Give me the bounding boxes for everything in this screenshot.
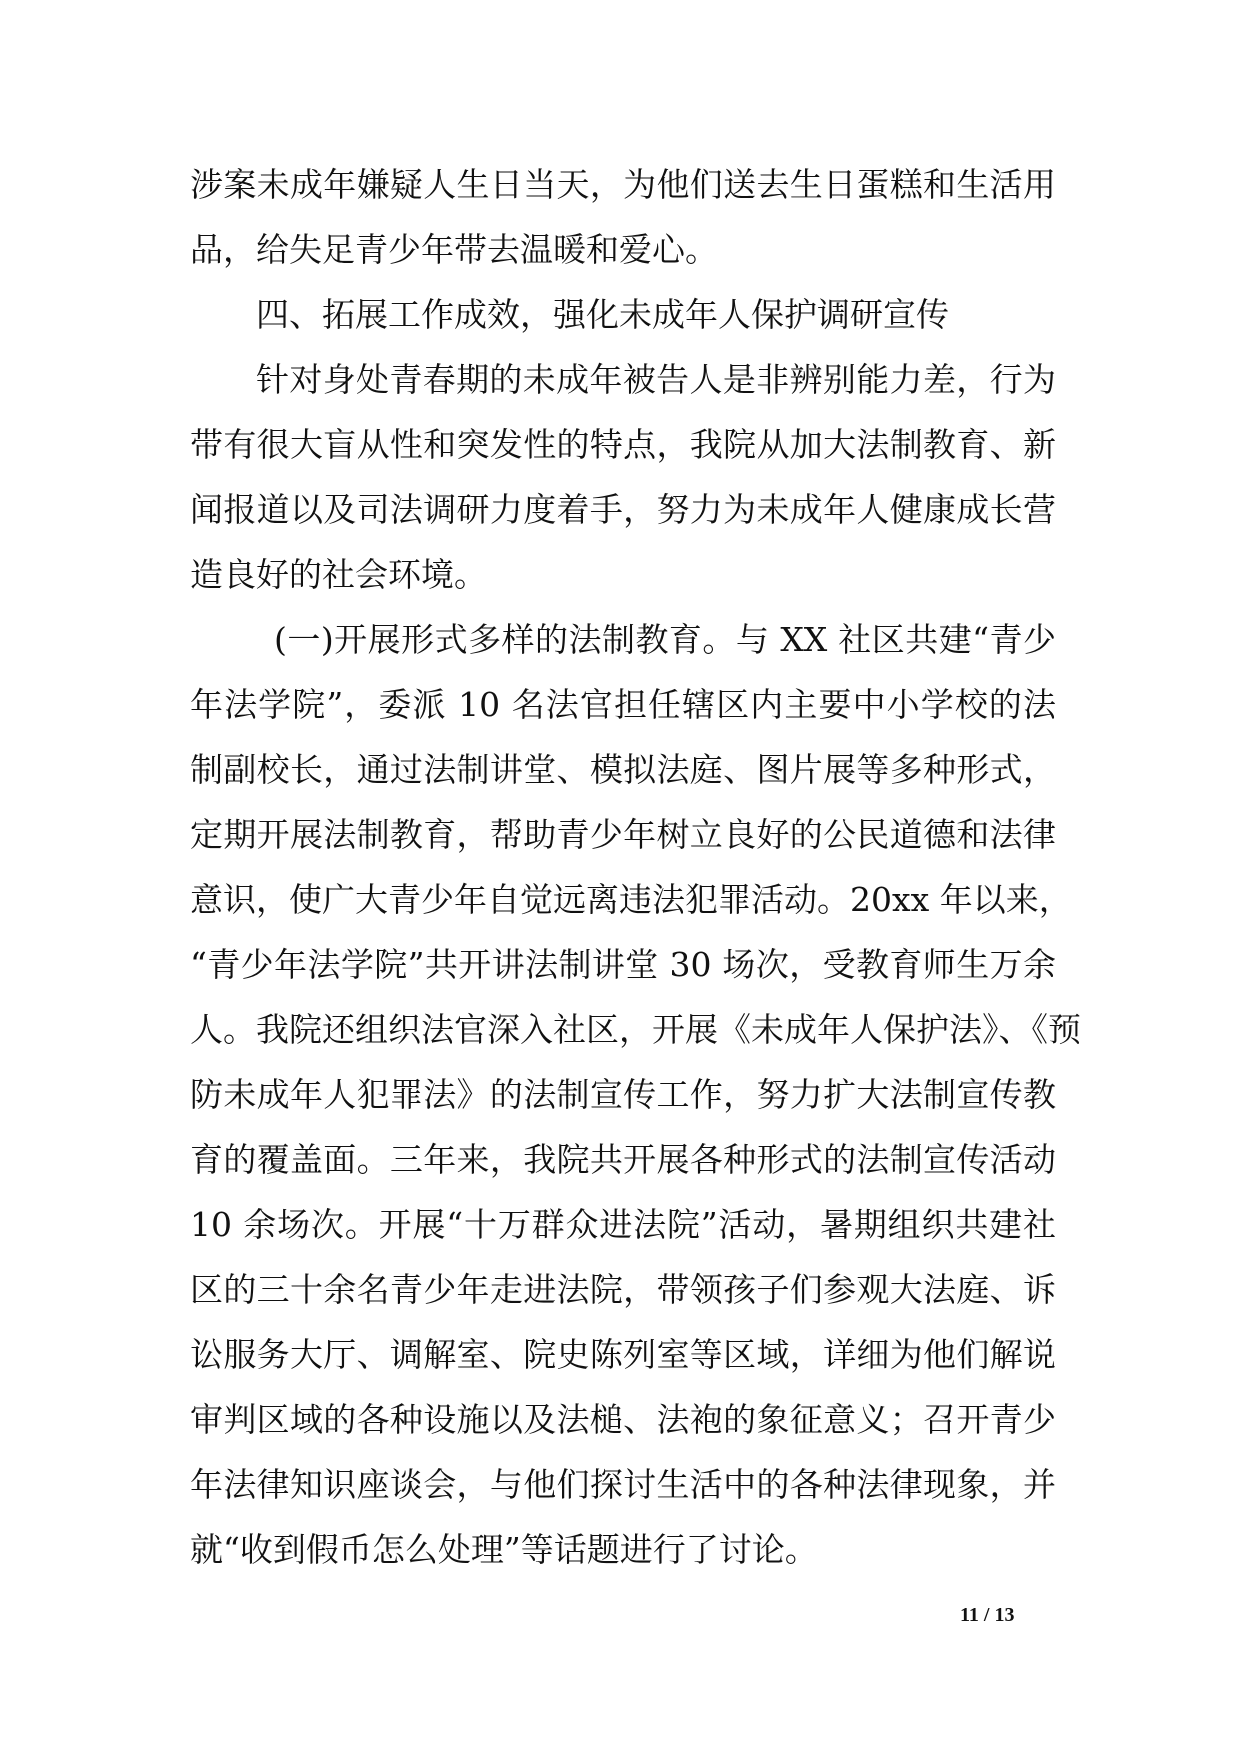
text-line: 防未成年人犯罪法》的法制宣传工作，努力扩大法制宣传教 [190, 1075, 1056, 1114]
text-line: 讼服务大厅、调解室、院史陈列室等区域，详细为他们解说 [190, 1335, 1056, 1374]
text-line: 造良好的社会环境。 [190, 555, 487, 594]
text-line: 带有很大盲从性和突发性的特点，我院从加大法制教育、新 [190, 425, 1056, 464]
text-line: 定期开展法制教育，帮助青少年树立良好的公民道德和法律 [190, 815, 1056, 854]
text-line: 人。我院还组织法官深入社区，开展《未成年人保护法》、《预 [190, 1010, 1081, 1049]
text-line: 针对身处青春期的未成年被告人是非辨别能力差，行为 [256, 360, 1056, 399]
text-line: 审判区域的各种设施以及法槌、法袍的象征意义；召开青少 [190, 1400, 1056, 1439]
page-number: 11 / 13 [960, 1604, 1015, 1626]
text-line: 制副校长，通过法制讲堂、模拟法庭、图片展等多种形式， [190, 750, 1056, 789]
text-line: 年法学院”，委派 10 名法官担任辖区内主要中小学校的法 [190, 685, 1056, 724]
text-line: 区的三十余名青少年走进法院，带领孩子们参观大法庭、诉 [190, 1270, 1056, 1309]
document-body [190, 152, 1081, 1582]
text-line: 涉案未成年嫌疑人生日当天，为他们送去生日蛋糕和生活用 [190, 165, 1056, 204]
text-line: 意识，使广大青少年自觉远离违法犯罪活动。20xx 年以来， [190, 880, 1072, 919]
text-line: 就“收到假币怎么处理”等话题进行了讨论。 [190, 1530, 818, 1569]
text-line: 年法律知识座谈会，与他们探讨生活中的各种法律现象，并 [190, 1465, 1056, 1504]
subsection-heading: (一)开展形式多样的法制教育。与 XX 社区共建“青少 [274, 620, 1056, 659]
text-line: “青少年法学院”共开讲法制讲堂 30 场次，受教育师生万余 [190, 945, 1056, 984]
text-line: 闻报道以及司法调研力度着手，努力为未成年人健康成长营 [190, 490, 1056, 529]
text-line: 10 余场次。开展“十万群众进法院”活动，暑期组织共建社 [190, 1205, 1056, 1244]
section-heading: 四、拓展工作成效，强化未成年人保护调研宣传 [256, 295, 949, 334]
text-line: 育的覆盖面。三年来，我院共开展各种形式的法制宣传活动 [190, 1140, 1056, 1179]
text-line: 品，给失足青少年带去温暖和爱心。 [190, 230, 718, 269]
